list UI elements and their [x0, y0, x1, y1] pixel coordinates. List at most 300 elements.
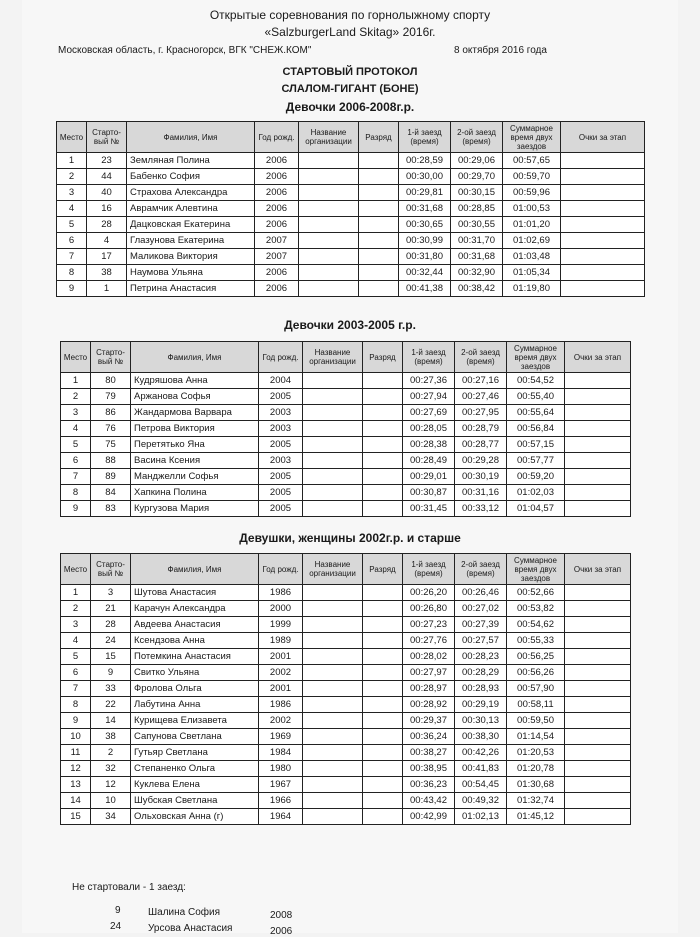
table-cell: 5 [61, 649, 91, 665]
table-cell: Степаненко Ольга [131, 761, 259, 777]
table-cell [565, 713, 631, 729]
table-cell: 00:32,90 [451, 265, 503, 281]
column-header: 1-й заезд (время) [403, 342, 455, 373]
table-cell: 2006 [255, 217, 299, 233]
table-cell [303, 697, 363, 713]
table-cell: 00:55,33 [507, 633, 565, 649]
table-cell [303, 713, 363, 729]
table-cell: 00:55,40 [507, 389, 565, 405]
table-cell: 2001 [259, 681, 303, 697]
table-cell [359, 217, 399, 233]
table-cell [565, 793, 631, 809]
table-cell: 8 [61, 485, 91, 501]
table-cell: 01:45,12 [507, 809, 565, 825]
table-cell [565, 405, 631, 421]
table-cell [565, 809, 631, 825]
table-cell: 00:49,32 [455, 793, 507, 809]
table-cell: 00:54,52 [507, 373, 565, 389]
table-cell [303, 617, 363, 633]
table-row [61, 437, 631, 453]
table-cell [561, 201, 645, 217]
table-cell: 00:56,26 [507, 665, 565, 681]
table-cell [303, 389, 363, 405]
table-cell: 5 [61, 437, 91, 453]
table-cell [363, 793, 403, 809]
table-cell: 2006 [255, 169, 299, 185]
table-cell [303, 681, 363, 697]
table-cell [303, 649, 363, 665]
table-cell: 8 [61, 697, 91, 713]
column-header: Название организации [299, 122, 359, 153]
table-cell: 2006 [255, 201, 299, 217]
table-cell: 10 [91, 793, 131, 809]
table-cell [299, 169, 359, 185]
table-cell: 9 [91, 665, 131, 681]
table-cell [363, 633, 403, 649]
table-cell: 1966 [259, 793, 303, 809]
table-cell: Куклева Елена [131, 777, 259, 793]
table-cell [363, 681, 403, 697]
table-cell [363, 617, 403, 633]
table-cell: 00:30,65 [399, 217, 451, 233]
table-cell: 2005 [259, 437, 303, 453]
table-cell: 2 [57, 169, 87, 185]
table-cell [565, 601, 631, 617]
table-row [61, 501, 631, 517]
table-cell: 3 [61, 405, 91, 421]
table-cell: 00:31,70 [451, 233, 503, 249]
table-cell: 00:26,46 [455, 585, 507, 601]
table-cell: Маликова Виктория [127, 249, 255, 265]
event-title: Открытые соревнования по горнолыжному спорту [209, 8, 491, 22]
column-header: Разряд [363, 554, 403, 585]
table-row [61, 469, 631, 485]
table-cell: 00:28,77 [455, 437, 507, 453]
table-cell [565, 745, 631, 761]
table-cell: Ольховская Анна (г) [131, 809, 259, 825]
not-started-num-1: 9 [115, 905, 121, 916]
table-cell: 2007 [255, 249, 299, 265]
table-cell [303, 469, 363, 485]
table-cell [565, 373, 631, 389]
table-cell: 00:31,45 [403, 501, 455, 517]
table-cell: 00:31,68 [399, 201, 451, 217]
table-cell [303, 501, 363, 517]
table-cell: 1964 [259, 809, 303, 825]
table-row [57, 169, 645, 185]
table-cell [303, 793, 363, 809]
table-cell: 9 [61, 501, 91, 517]
table-cell: 00:52,66 [507, 585, 565, 601]
table-row [57, 201, 645, 217]
table-cell: Ксендзова Анна [131, 633, 259, 649]
column-header: Год рожд. [255, 122, 299, 153]
table-cell: 15 [91, 649, 131, 665]
table-cell: 88 [91, 453, 131, 469]
table-cell [363, 421, 403, 437]
table-cell [363, 601, 403, 617]
table-cell: 3 [61, 617, 91, 633]
column-header: Место [57, 122, 87, 153]
table-cell: 01:00,53 [503, 201, 561, 217]
not-started-name-1: Шалина София [148, 907, 221, 918]
table-cell: 1 [87, 281, 127, 297]
table-cell: 00:38,27 [403, 745, 455, 761]
table-cell: Гутьяр Светлана [131, 745, 259, 761]
discipline-title: СЛАЛОМ-ГИГАНТ (БОНЕ) [281, 83, 419, 95]
table-cell: 00:56,25 [507, 649, 565, 665]
column-header: Очки за этап [561, 122, 645, 153]
table-cell: 2 [61, 601, 91, 617]
table-row [57, 185, 645, 201]
table-cell: 00:27,23 [403, 617, 455, 633]
table-cell: 00:27,97 [403, 665, 455, 681]
table-cell: 00:28,92 [403, 697, 455, 713]
column-header: 1-й заезд (время) [403, 554, 455, 585]
column-header: Старто-вый № [91, 342, 131, 373]
table-cell: 2006 [255, 265, 299, 281]
table-cell: 2003 [259, 421, 303, 437]
table-cell: Васина Ксения [131, 453, 259, 469]
column-header: Фамилия, Имя [131, 342, 259, 373]
not-started-title: Не стартовали - 1 заезд: [72, 882, 186, 893]
table-cell: 00:28,79 [455, 421, 507, 437]
table-row [61, 405, 631, 421]
column-header: Старто-вый № [87, 122, 127, 153]
table-cell: 34 [91, 809, 131, 825]
table-row [61, 373, 631, 389]
column-header: 2-ой заезд (время) [455, 554, 507, 585]
table-header-row [61, 554, 631, 585]
table-cell: Страхова Александра [127, 185, 255, 201]
table-cell [363, 389, 403, 405]
table-row [61, 665, 631, 681]
table-cell: 00:57,15 [507, 437, 565, 453]
table-cell: 3 [91, 585, 131, 601]
table-cell [565, 501, 631, 517]
table-cell: 00:28,85 [451, 201, 503, 217]
table-cell: 00:56,84 [507, 421, 565, 437]
table-cell: 01:05,34 [503, 265, 561, 281]
table-cell: 00:38,30 [455, 729, 507, 745]
column-header: Фамилия, Имя [131, 554, 259, 585]
table-row [57, 217, 645, 233]
event-subtitle: «SalzburgerLand Skitag» 2016г. [264, 25, 436, 39]
table-cell: 1 [61, 373, 91, 389]
table-cell: 6 [61, 453, 91, 469]
table-cell: 00:29,01 [403, 469, 455, 485]
table-cell: 00:42,26 [455, 745, 507, 761]
table-cell: 00:31,16 [455, 485, 507, 501]
table-cell: 01:30,68 [507, 777, 565, 793]
table-cell: 1980 [259, 761, 303, 777]
table-cell [299, 153, 359, 169]
column-header: Старто-вый № [91, 554, 131, 585]
table-cell [359, 249, 399, 265]
table-cell [303, 633, 363, 649]
table-cell: Бабенко София [127, 169, 255, 185]
group-title-3: Девушки, женщины 2002г.р. и старше [239, 531, 461, 545]
table-cell: 00:30,13 [455, 713, 507, 729]
table-cell [359, 185, 399, 201]
column-header: 2-ой заезд (время) [455, 342, 507, 373]
table-cell: 00:27,95 [455, 405, 507, 421]
table-header-row [61, 342, 631, 373]
table-cell: 00:57,65 [503, 153, 561, 169]
table-cell: 00:28,38 [403, 437, 455, 453]
table-cell [561, 249, 645, 265]
not-started-year-1: 2008 [270, 910, 293, 921]
table-cell: 14 [61, 793, 91, 809]
table-cell: Жандармова Варвара [131, 405, 259, 421]
table-cell: Петрова Виктория [131, 421, 259, 437]
table-cell [363, 665, 403, 681]
table-cell [303, 453, 363, 469]
table-cell: Лабутина Анна [131, 697, 259, 713]
table-row [61, 649, 631, 665]
results-table-1 [56, 121, 645, 297]
table-cell: 00:27,57 [455, 633, 507, 649]
table-cell: 00:36,24 [403, 729, 455, 745]
table-cell: 01:14,54 [507, 729, 565, 745]
table-cell: 01:02,69 [503, 233, 561, 249]
table-cell: 00:41,38 [399, 281, 451, 297]
table-cell: 01:01,20 [503, 217, 561, 233]
table-cell: 00:31,80 [399, 249, 451, 265]
table-cell: 01:03,48 [503, 249, 561, 265]
not-started-name-2: Урсова Анастасия [148, 923, 233, 934]
column-header: Название организации [303, 554, 363, 585]
table-cell: 12 [61, 761, 91, 777]
table-cell: 38 [91, 729, 131, 745]
table-cell: 00:27,76 [403, 633, 455, 649]
table-cell: 00:29,37 [403, 713, 455, 729]
table-cell: 2005 [259, 501, 303, 517]
table-cell [561, 265, 645, 281]
table-row [57, 233, 645, 249]
table-cell: 00:33,12 [455, 501, 507, 517]
table-row [61, 485, 631, 501]
table-cell [299, 233, 359, 249]
table-cell: Земляная Полина [127, 153, 255, 169]
table-cell: 00:28,02 [403, 649, 455, 665]
table-row [57, 153, 645, 169]
table-cell: Перетятько Яна [131, 437, 259, 453]
table-cell [565, 633, 631, 649]
table-cell: 2 [61, 389, 91, 405]
table-cell: Дацковская Екатерина [127, 217, 255, 233]
table-cell: 7 [61, 681, 91, 697]
table-cell: 79 [91, 389, 131, 405]
table-cell: Шубская Светлана [131, 793, 259, 809]
table-cell [565, 777, 631, 793]
column-header: Место [61, 342, 91, 373]
table-cell: Свитко Ульяна [131, 665, 259, 681]
table-cell [565, 421, 631, 437]
table-cell [363, 485, 403, 501]
table-cell: 00:27,02 [455, 601, 507, 617]
table-cell: 6 [57, 233, 87, 249]
table-cell [565, 437, 631, 453]
table-row [61, 389, 631, 405]
table-cell: 89 [91, 469, 131, 485]
table-cell: 17 [87, 249, 127, 265]
table-cell [359, 153, 399, 169]
table-cell: 1986 [259, 697, 303, 713]
table-cell [303, 485, 363, 501]
column-header: Очки за этап [565, 342, 631, 373]
table-cell: 00:38,42 [451, 281, 503, 297]
table-cell: 00:27,46 [455, 389, 507, 405]
table-cell: 01:20,78 [507, 761, 565, 777]
table-row [61, 777, 631, 793]
table-cell: 00:28,59 [399, 153, 451, 169]
table-cell: 2006 [255, 281, 299, 297]
table-cell: 24 [91, 633, 131, 649]
table-row [61, 681, 631, 697]
table-cell: 9 [61, 713, 91, 729]
table-cell [363, 469, 403, 485]
table-cell: 00:30,19 [455, 469, 507, 485]
table-row [61, 617, 631, 633]
table-row [61, 421, 631, 437]
table-cell: Петрина Анастасия [127, 281, 255, 297]
table-row [61, 729, 631, 745]
table-cell [303, 601, 363, 617]
table-cell: 01:32,74 [507, 793, 565, 809]
table-cell: 15 [61, 809, 91, 825]
table-cell: 00:43,42 [403, 793, 455, 809]
table-cell [565, 453, 631, 469]
table-cell: 00:30,99 [399, 233, 451, 249]
table-cell [363, 729, 403, 745]
event-location: Московская область, г. Красногорск, ВГК "СНЕЖ.КОМ" [58, 45, 312, 56]
column-header: 2-ой заезд (время) [451, 122, 503, 153]
table-cell [363, 761, 403, 777]
table-cell: 22 [91, 697, 131, 713]
table-row [61, 697, 631, 713]
table-cell: 01:02,03 [507, 485, 565, 501]
table-cell: 2003 [259, 405, 303, 421]
table-cell: 3 [57, 185, 87, 201]
not-started-num-2: 24 [110, 921, 122, 932]
table-cell [299, 185, 359, 201]
table-cell [299, 201, 359, 217]
table-cell [303, 405, 363, 421]
table-cell: 1969 [259, 729, 303, 745]
table-cell [363, 697, 403, 713]
table-cell: 01:19,80 [503, 281, 561, 297]
table-cell: 01:04,57 [507, 501, 565, 517]
table-cell: Глазунова Екатерина [127, 233, 255, 249]
table-cell: 2002 [259, 713, 303, 729]
table-cell: 00:29,81 [399, 185, 451, 201]
column-header: Разряд [363, 342, 403, 373]
table-header-row [57, 122, 645, 153]
table-cell [565, 729, 631, 745]
table-cell [363, 809, 403, 825]
table-cell [303, 421, 363, 437]
table-row [57, 265, 645, 281]
table-cell: Наумова Ульяна [127, 265, 255, 281]
table-cell: 14 [91, 713, 131, 729]
table-cell [299, 265, 359, 281]
table-cell [359, 233, 399, 249]
table-row [61, 761, 631, 777]
table-cell [303, 437, 363, 453]
table-cell: 4 [61, 421, 91, 437]
table-cell: 12 [91, 777, 131, 793]
table-cell [561, 217, 645, 233]
table-cell: 00:30,00 [399, 169, 451, 185]
table-cell: 83 [91, 501, 131, 517]
table-cell: 00:29,28 [455, 453, 507, 469]
column-header: Суммарное время двух заездов [503, 122, 561, 153]
table-cell: 00:42,99 [403, 809, 455, 825]
table-cell: 84 [91, 485, 131, 501]
column-header: Разряд [359, 122, 399, 153]
table-cell: 2003 [259, 453, 303, 469]
table-cell [565, 485, 631, 501]
table-row [61, 809, 631, 825]
table-cell: 28 [87, 217, 127, 233]
table-cell: 00:28,93 [455, 681, 507, 697]
table-row [61, 793, 631, 809]
table-row [61, 713, 631, 729]
table-cell: 00:57,77 [507, 453, 565, 469]
table-cell: 00:27,69 [403, 405, 455, 421]
table-cell: 1986 [259, 585, 303, 601]
table-cell [359, 265, 399, 281]
table-cell: 01:02,13 [455, 809, 507, 825]
table-cell [363, 777, 403, 793]
table-cell: 1984 [259, 745, 303, 761]
table-cell: 00:54,45 [455, 777, 507, 793]
table-cell: 8 [57, 265, 87, 281]
column-header: Фамилия, Имя [127, 122, 255, 153]
table-cell: 00:53,82 [507, 601, 565, 617]
table-cell [303, 761, 363, 777]
table-cell: 4 [87, 233, 127, 249]
table-cell: 00:31,68 [451, 249, 503, 265]
column-header: Очки за этап [565, 554, 631, 585]
table-row [61, 745, 631, 761]
table-cell: 7 [61, 469, 91, 485]
table-row [61, 453, 631, 469]
table-cell [299, 217, 359, 233]
table-cell: 2005 [259, 469, 303, 485]
table-cell: 10 [61, 729, 91, 745]
table-cell: 32 [91, 761, 131, 777]
table-cell: Аврамчик Алевтина [127, 201, 255, 217]
column-header: Суммарное время двух заездов [507, 342, 565, 373]
table-cell: 00:29,19 [455, 697, 507, 713]
table-cell: Авдеева Анастасия [131, 617, 259, 633]
table-cell: 11 [61, 745, 91, 761]
event-date: 8 октября 2016 года [454, 45, 547, 56]
table-cell [359, 201, 399, 217]
table-cell: 2005 [259, 485, 303, 501]
table-row [57, 249, 645, 265]
table-cell [299, 281, 359, 297]
table-cell: Карачун Александра [131, 601, 259, 617]
table-cell [561, 169, 645, 185]
column-header: 1-й заезд (время) [399, 122, 451, 153]
table-cell: 00:28,97 [403, 681, 455, 697]
table-cell: 00:27,39 [455, 617, 507, 633]
table-cell: 4 [57, 201, 87, 217]
table-cell [299, 249, 359, 265]
